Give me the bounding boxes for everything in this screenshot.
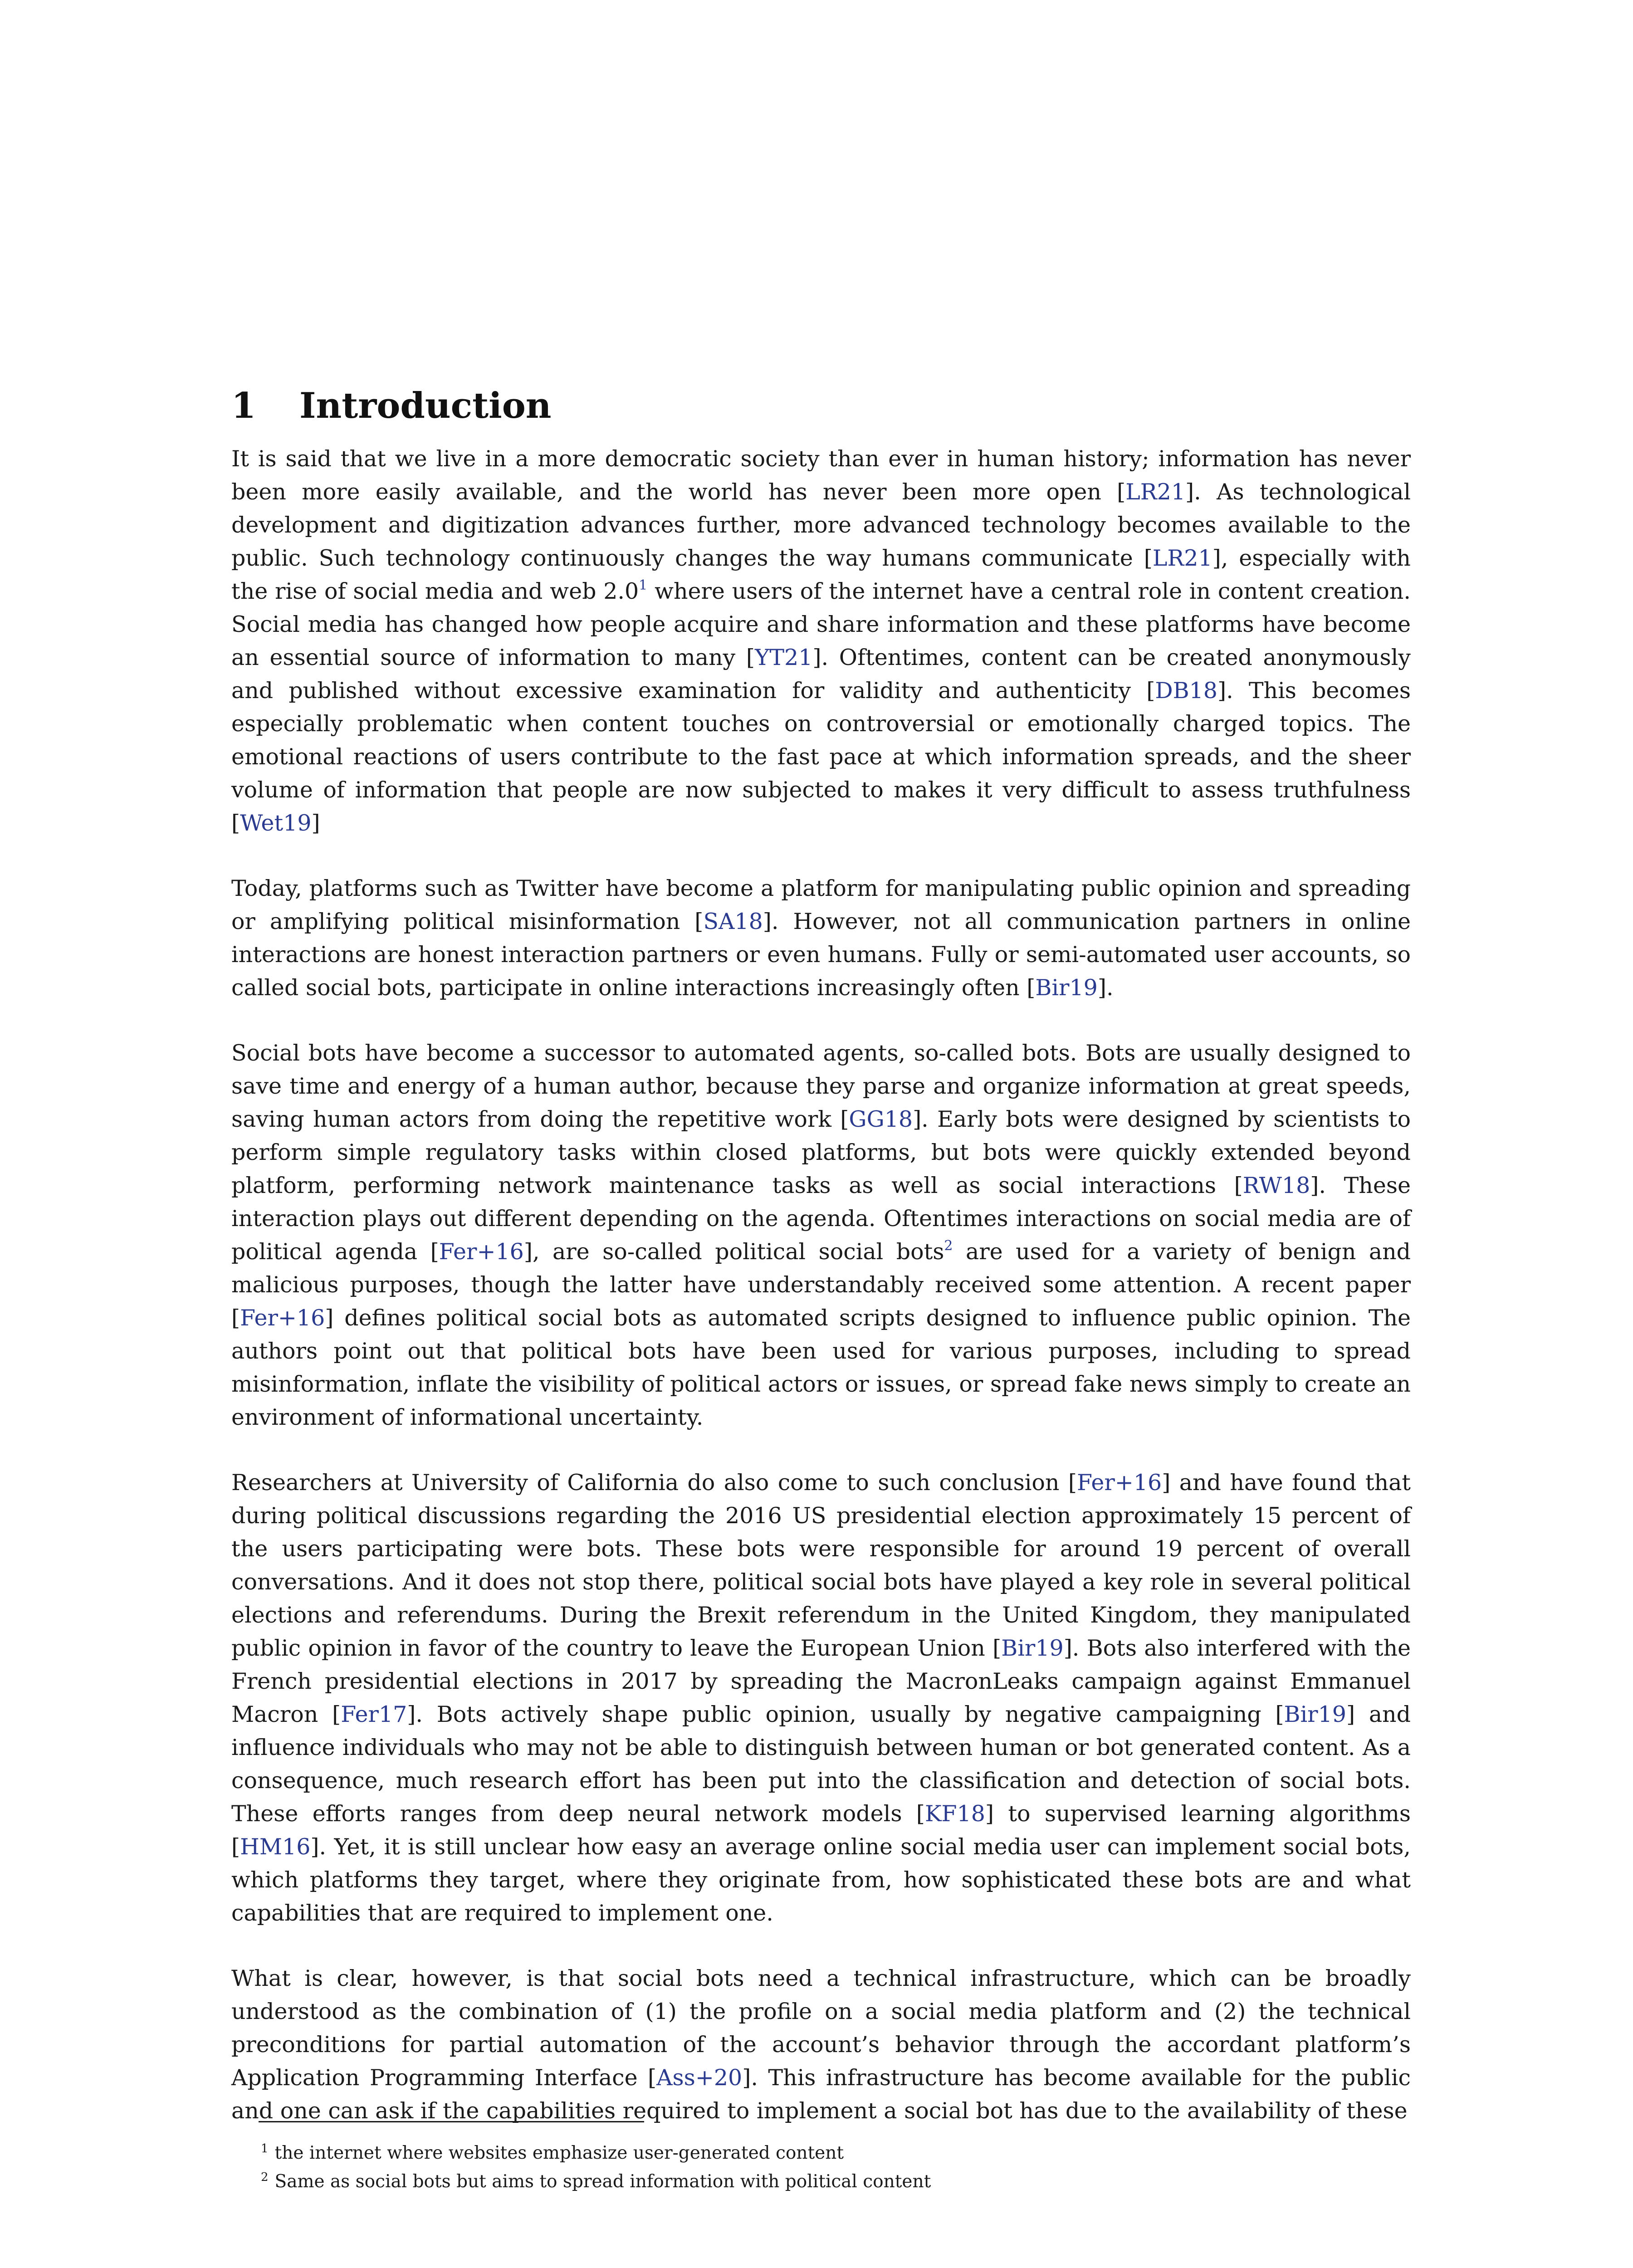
citation-link[interactable]: Fer+16: [439, 1239, 524, 1265]
citation-link[interactable]: LR21: [1152, 545, 1213, 571]
citation-link[interactable]: Bir19: [1035, 975, 1098, 1001]
citation-link[interactable]: HM16: [240, 1834, 311, 1860]
citation-link[interactable]: Ass+20: [656, 2065, 743, 2091]
text-run: ]. Yet, it is still unclear how easy an average online social media user can implement social bots, which platforms they target, where they originate from, how sophisticated these bots are and what capabilities that are required to implement one.: [231, 1834, 1411, 1926]
footnote-mark: 1: [261, 2142, 269, 2156]
citation-link[interactable]: Fer17: [341, 1701, 407, 1727]
citation-link[interactable]: YT21: [755, 645, 813, 670]
text-run: Social bots have become a successor to automated agents, so-called bots. Bots are usually designed to save time and energy of a human author, because they parse and organize information at great speeds, saving human actors from doing the repetitive work [: [231, 1040, 1411, 1132]
text-run: ]. As technological development and digitization advances further, more advanced technology becomes available to the public. Such technology continuously changes the way humans communicate [: [231, 479, 1411, 571]
citation-link[interactable]: RW18: [1242, 1173, 1310, 1198]
citation-link[interactable]: LR21: [1125, 479, 1186, 505]
footnote-mark: 2: [261, 2170, 269, 2184]
text-run: where users of the internet have a central role in content creation. Social media has changed how people acquire and share information and these platforms have become an essential source of information to many [: [231, 578, 1411, 670]
text-run: ]. These interaction plays out different depending on the agenda. Oftentimes interactions on social media are of political agenda [: [231, 1173, 1411, 1265]
footnote-ref-link[interactable]: 2: [944, 1238, 953, 1254]
footnote-ref-link[interactable]: 1: [639, 577, 648, 593]
footnote: [261, 2167, 1395, 2196]
citation-link[interactable]: Wet19: [240, 810, 312, 836]
text-run: ]. Bots also interfered with the French presidential elections in 2017 by spreading the MacronLeaks campaign against Emmanuel Macron [: [231, 1635, 1411, 1727]
citation-link[interactable]: DB18: [1155, 678, 1217, 704]
section-number: 1: [231, 385, 256, 426]
citation-link[interactable]: SA18: [703, 909, 763, 934]
text-run: What is clear, however, is that social bots need a technical infrastructure, which can be broadly understood as the combination of (1) the profile on a social media platform and (2) the technical preconditions for partial automation of the account’s behavior through the accordant platform’s Application Programming Interface [: [231, 1965, 1411, 2091]
text-run: Researchers at University of California do also come to such conclusion [: [231, 1470, 1077, 1496]
paragraph: [231, 1036, 1411, 1434]
citation-link[interactable]: Bir19: [1001, 1635, 1064, 1661]
section-title: Introduction: [299, 385, 552, 426]
text-run: ], are so-called political social bots: [523, 1239, 944, 1265]
text-run: Today, platforms such as Twitter have become a platform for manipulating public opinion and spreading or amplifying political misinformation [: [231, 875, 1411, 934]
citation-link[interactable]: GG18: [849, 1106, 913, 1132]
text-run: ]. Oftentimes, content can be created anonymously and published without excessive examination for validity and authenticity [: [231, 645, 1411, 704]
citation-link[interactable]: Fer+16: [1077, 1470, 1162, 1496]
citation-link[interactable]: Fer+16: [240, 1305, 325, 1331]
paragraph: [231, 1466, 1411, 1930]
text-run: ]. This infrastructure has become available for the public and one can ask if the capabilities required to implement a social bot has due to the availability of these: [231, 2065, 1411, 2124]
text-run: ]: [311, 810, 320, 836]
paragraph: [231, 872, 1411, 1004]
citation-link[interactable]: Bir19: [1284, 1701, 1346, 1727]
section-heading: [231, 383, 551, 429]
footnotes: [261, 2139, 1395, 2196]
footnote-text: the internet where websites emphasize user-generated content: [274, 2143, 844, 2163]
text-run: ]. This becomes especially problematic when content touches on controversial or emotionally charged topics. The emotional reactions of users contribute to the fast pace at which information spreads, and the sheer volume of information that people are now subjected to makes it very difficult to assess truthfulness [: [231, 678, 1411, 836]
paragraph: [231, 1962, 1411, 2127]
text-run: ]. Bots actively shape public opinion, usually by negative campaigning [: [407, 1701, 1284, 1727]
text-run: ] to supervised learning algorithms [: [231, 1801, 1411, 1860]
text-run: ]. Early bots were designed by scientists to perform simple regulatory tasks within closed platforms, but bots were quickly extended beyond platform, performing network maintenance tasks as well as social interactions [: [231, 1106, 1411, 1198]
footnote-text: Same as social bots but aims to spread information with political content: [274, 2171, 931, 2192]
footnote: [261, 2139, 1395, 2167]
footnote-divider: [259, 2121, 644, 2122]
text-run: ]. However, not all communication partners in online interactions are honest interaction partners or even humans. Fully or semi-automated user accounts, so called social bots, participate in online interactions increasingly often [: [231, 909, 1411, 1001]
body-text: [231, 442, 1411, 2160]
text-run: are used for a variety of benign and malicious purposes, though the latter have understandably received some attention. A recent paper [: [231, 1239, 1411, 1331]
text-run: ] and influence individuals who may not be able to distinguish between human or bot generated content. As a consequence, much research effort has been put into the classification and detection of social bots. These efforts ranges from deep neural network models [: [231, 1701, 1411, 1827]
text-run: ].: [1097, 975, 1114, 1001]
text-run: ], especially with the rise of social media and web 2.0: [231, 545, 1411, 604]
paragraph: [231, 442, 1411, 840]
citation-link[interactable]: KF18: [924, 1801, 985, 1827]
text-run: It is said that we live in a more democratic society than ever in human history; information has never been more easily available, and the world has never been more open [: [231, 446, 1411, 505]
text-run: ] defines political social bots as automated scripts designed to influence public opinion. The authors point out that political bots have been used for various purposes, including to spread misinformation, inflate the visibility of political actors or issues, or spread fake news simply to create an environment of informational uncertainty.: [231, 1305, 1411, 1430]
text-run: ] and have found that during political discussions regarding the 2016 US presidential election approximately 15 percent of the users participating were bots. These bots were responsible for around 19 percent of overall conversations. And it does not stop there, political social bots have played a key role in several political elections and referendums. During the Brexit referendum in the United Kingdom, they manipulated public opinion in favor of the country to leave the European Union [: [231, 1470, 1411, 1661]
